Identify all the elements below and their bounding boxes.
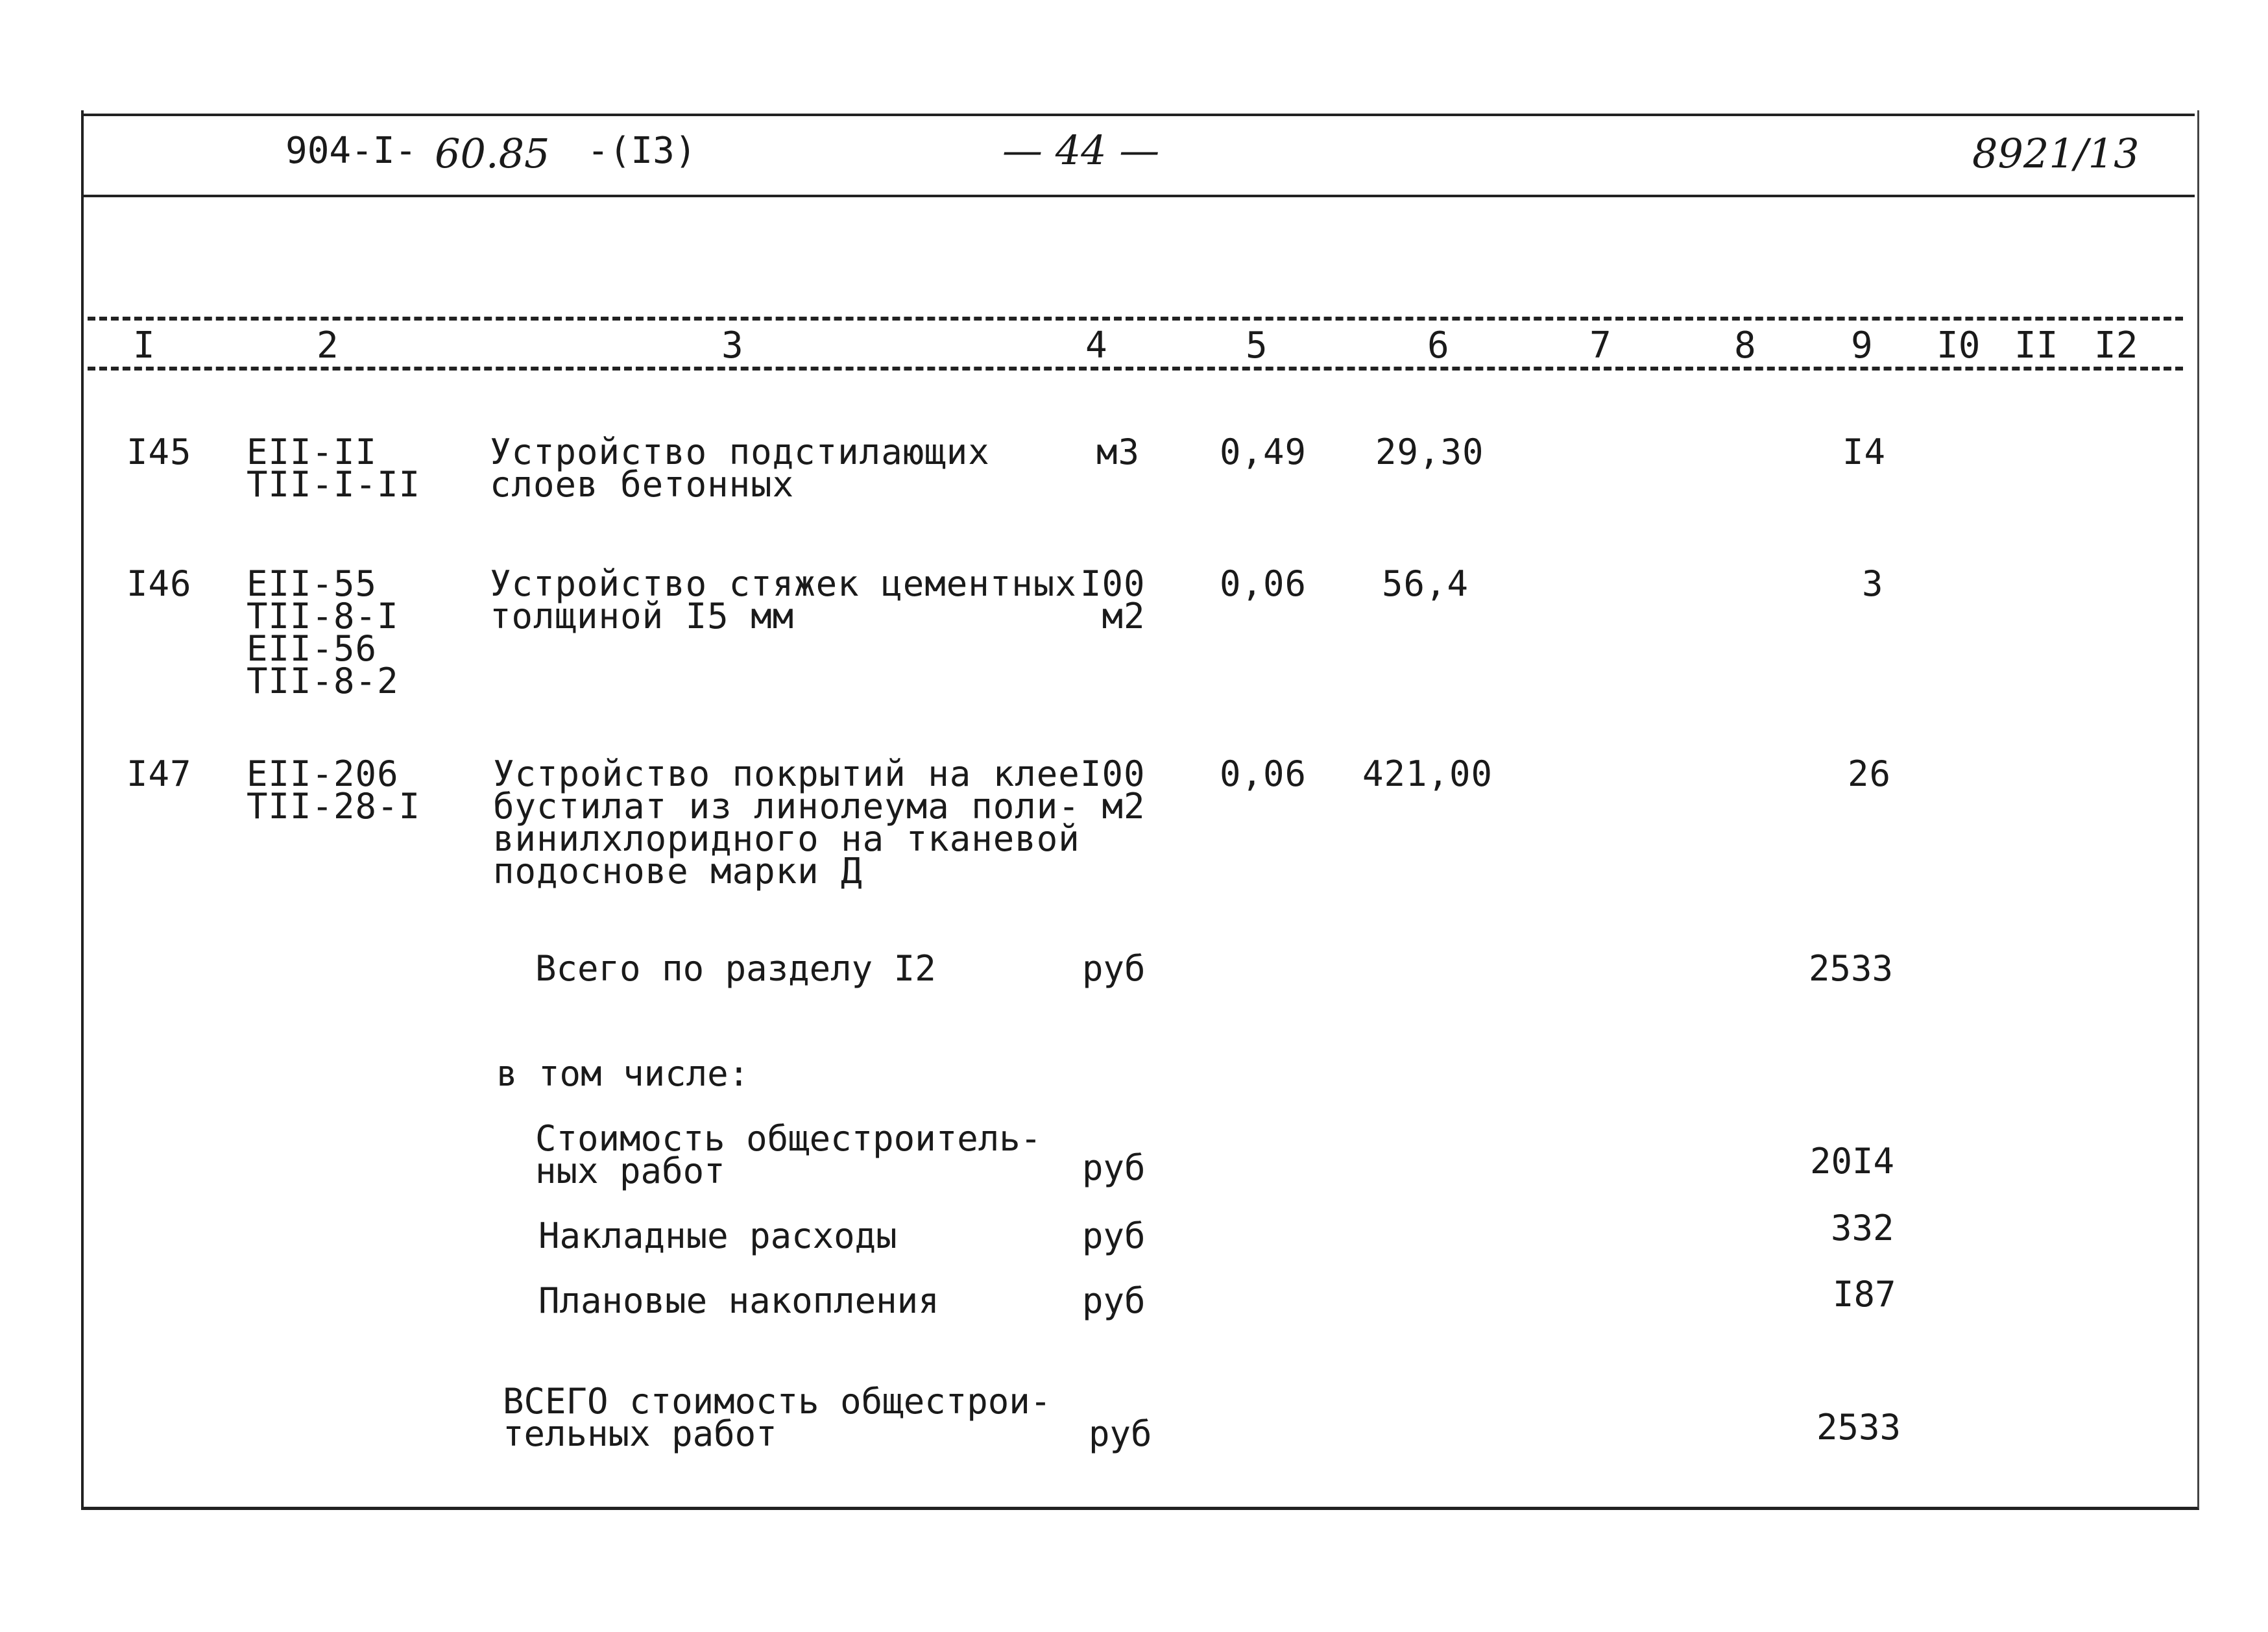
- doc-code-prefix: 904-I-: [285, 130, 417, 172]
- grand-total-label: ВСЕГО стоимость общестрои- тельных работ: [503, 1381, 1052, 1454]
- row-description: Устройство подстилающих слоев бетонных: [490, 432, 990, 505]
- summary-item-label: Накладные расходы: [538, 1215, 897, 1256]
- column-number: I2: [2094, 324, 2138, 367]
- section-total-value: 2533: [1809, 948, 1894, 989]
- row-number: I47: [127, 753, 192, 794]
- column-number: 7: [1589, 324, 1611, 367]
- grand-total-value: 2533: [1816, 1407, 1901, 1448]
- row-quantity: 0,06: [1220, 753, 1307, 794]
- header-divider: [81, 195, 2195, 197]
- frame-top-border: [81, 114, 2195, 116]
- column-strip-top-dash: [88, 317, 2183, 321]
- grand-total-unit: руб: [1089, 1413, 1152, 1454]
- summary-item-unit: руб: [1082, 1215, 1146, 1256]
- row-description: Устройство стяжек цементных толщиной I5 мм: [490, 563, 1077, 637]
- row-unit: I00 м2: [1080, 753, 1146, 827]
- sheet-code: 8921/13: [1972, 130, 2140, 177]
- column-number: 9: [1851, 324, 1873, 367]
- row-codes: EII-206 TII-28-I: [247, 753, 421, 827]
- doc-code-suffix: -(I3): [587, 130, 697, 172]
- row-codes: EII-55 TII-8-I EII-56 TII-8-2: [247, 563, 399, 701]
- summary-item-value: 332: [1831, 1208, 1894, 1248]
- column-number: 2: [317, 324, 339, 367]
- column-number: I0: [1936, 324, 1981, 367]
- column-number: II: [2014, 324, 2058, 367]
- column-number: 5: [1246, 324, 1268, 367]
- summary-item-value: I87: [1833, 1274, 1896, 1315]
- row-codes: EII-II TII-I-II: [247, 432, 421, 505]
- row-unit: I00 м2: [1080, 563, 1146, 637]
- summary-item-label: Плановые накопления: [538, 1280, 939, 1321]
- row-price: 56,4: [1382, 563, 1469, 604]
- summary-item-label: Стоимость общестроитель- ных работ: [535, 1118, 1042, 1191]
- column-number: I: [133, 324, 155, 367]
- column-number: 6: [1427, 324, 1449, 367]
- row-total: 26: [1848, 753, 1892, 794]
- row-quantity: 0,49: [1220, 432, 1307, 472]
- including-label: в том числе:: [496, 1053, 750, 1094]
- row-number: I46: [127, 563, 192, 604]
- row-total: 3: [1862, 563, 1884, 604]
- page-number: — 44 —: [1002, 127, 1160, 174]
- summary-item-value: 20I4: [1810, 1141, 1895, 1182]
- doc-code-handwritten: 60.85: [435, 130, 550, 177]
- column-number: 3: [721, 324, 743, 367]
- row-quantity: 0,06: [1220, 563, 1307, 604]
- column-number: 8: [1734, 324, 1756, 367]
- column-number: 4: [1085, 324, 1107, 367]
- summary-item-unit: руб: [1082, 1280, 1146, 1321]
- row-total: I4: [1842, 432, 1887, 472]
- section-total-label: Всего по разделу I2: [535, 948, 936, 989]
- row-price: 29,30: [1375, 432, 1484, 472]
- column-strip-bottom-dash: [88, 367, 2183, 371]
- row-number: I45: [127, 432, 192, 472]
- section-total-unit: руб: [1082, 948, 1146, 989]
- row-price: 421,00: [1362, 753, 1493, 794]
- summary-item-unit: руб: [1082, 1147, 1146, 1188]
- row-description: Устройство покрытий на клее бустилат из линолеума поли- винилхлоридного на тканевой подоснове марки Д: [493, 753, 1080, 892]
- row-unit: м3: [1096, 432, 1140, 472]
